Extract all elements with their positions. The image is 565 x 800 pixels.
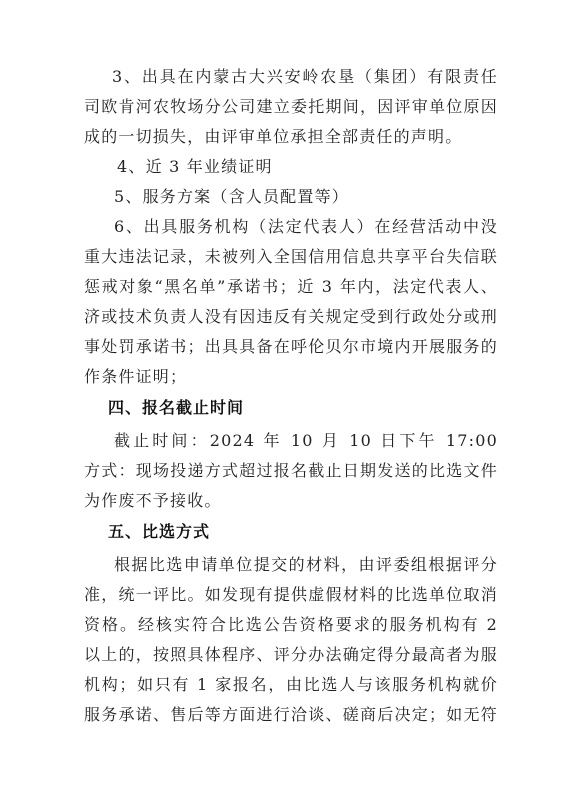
paragraph-6-line-4: 济或技术负责人没有因违反有关规定受到行政处分或刑 — [84, 307, 498, 326]
paragraph-3-line-2: 司欧肯河农牧场分公司建立委托期间，因评审单位原因 — [84, 97, 498, 116]
paragraph-6-line-1: 6、出具服务机构（法定代表人）在经营活动中没 — [114, 217, 498, 236]
list-item-5: 5、服务方案（含人员配置等） — [114, 187, 349, 206]
paragraph-6-line-2: 重大违法记录，未被列入全国信用信息共享平台失信联 — [84, 247, 498, 266]
deadline-line-2: 方式：现场投递方式超过报名截止日期发送的比选文件 — [84, 461, 498, 480]
method-line-6: 服务承诺、售后等方面进行洽谈、磋商后决定；如无符 — [84, 705, 498, 724]
method-line-5: 机构；如只有 1 家报名，由比选人与该服务机构就价 — [84, 675, 498, 694]
section-heading-deadline: 四、报名截止时间 — [108, 398, 245, 417]
method-line-2: 准，统一评比。如发现有提供虚假材料的比选单位取消 — [84, 585, 498, 604]
paragraph-3-line-3: 成的一切损失，由评审单位承担全部责任的声明。 — [84, 127, 463, 146]
method-line-4: 以上的，按照具体程序、评分办法确定得分最高者为服 — [84, 645, 498, 664]
deadline-line-1: 截止时间：2024 年 10 月 10 日下午 17:00 — [114, 431, 498, 450]
section-heading-selection-method: 五、比选方式 — [108, 522, 211, 541]
paragraph-6-line-5: 事处罚承诺书；出具具备在呼伦贝尔市境内开展服务的 — [84, 337, 498, 356]
paragraph-3-line-1: 3、出具在内蒙古大兴安岭农垦（集团）有限责任 — [112, 67, 498, 86]
paragraph-6-line-6: 作条件证明； — [84, 367, 188, 386]
method-line-1: 根据比选申请单位提交的材料，由评委组根据评分 — [114, 555, 498, 574]
deadline-line-3: 为作废不予接收。 — [84, 491, 222, 510]
paragraph-6-line-3: 惩戒对象“黑名单”承诺书；近 3 年内，法定代表人、 — [84, 277, 498, 296]
list-item-4: 4、近 3 年业绩证明 — [117, 157, 273, 176]
method-line-3: 资格。经核实符合比选公告资格要求的服务机构有 2 — [84, 615, 498, 634]
